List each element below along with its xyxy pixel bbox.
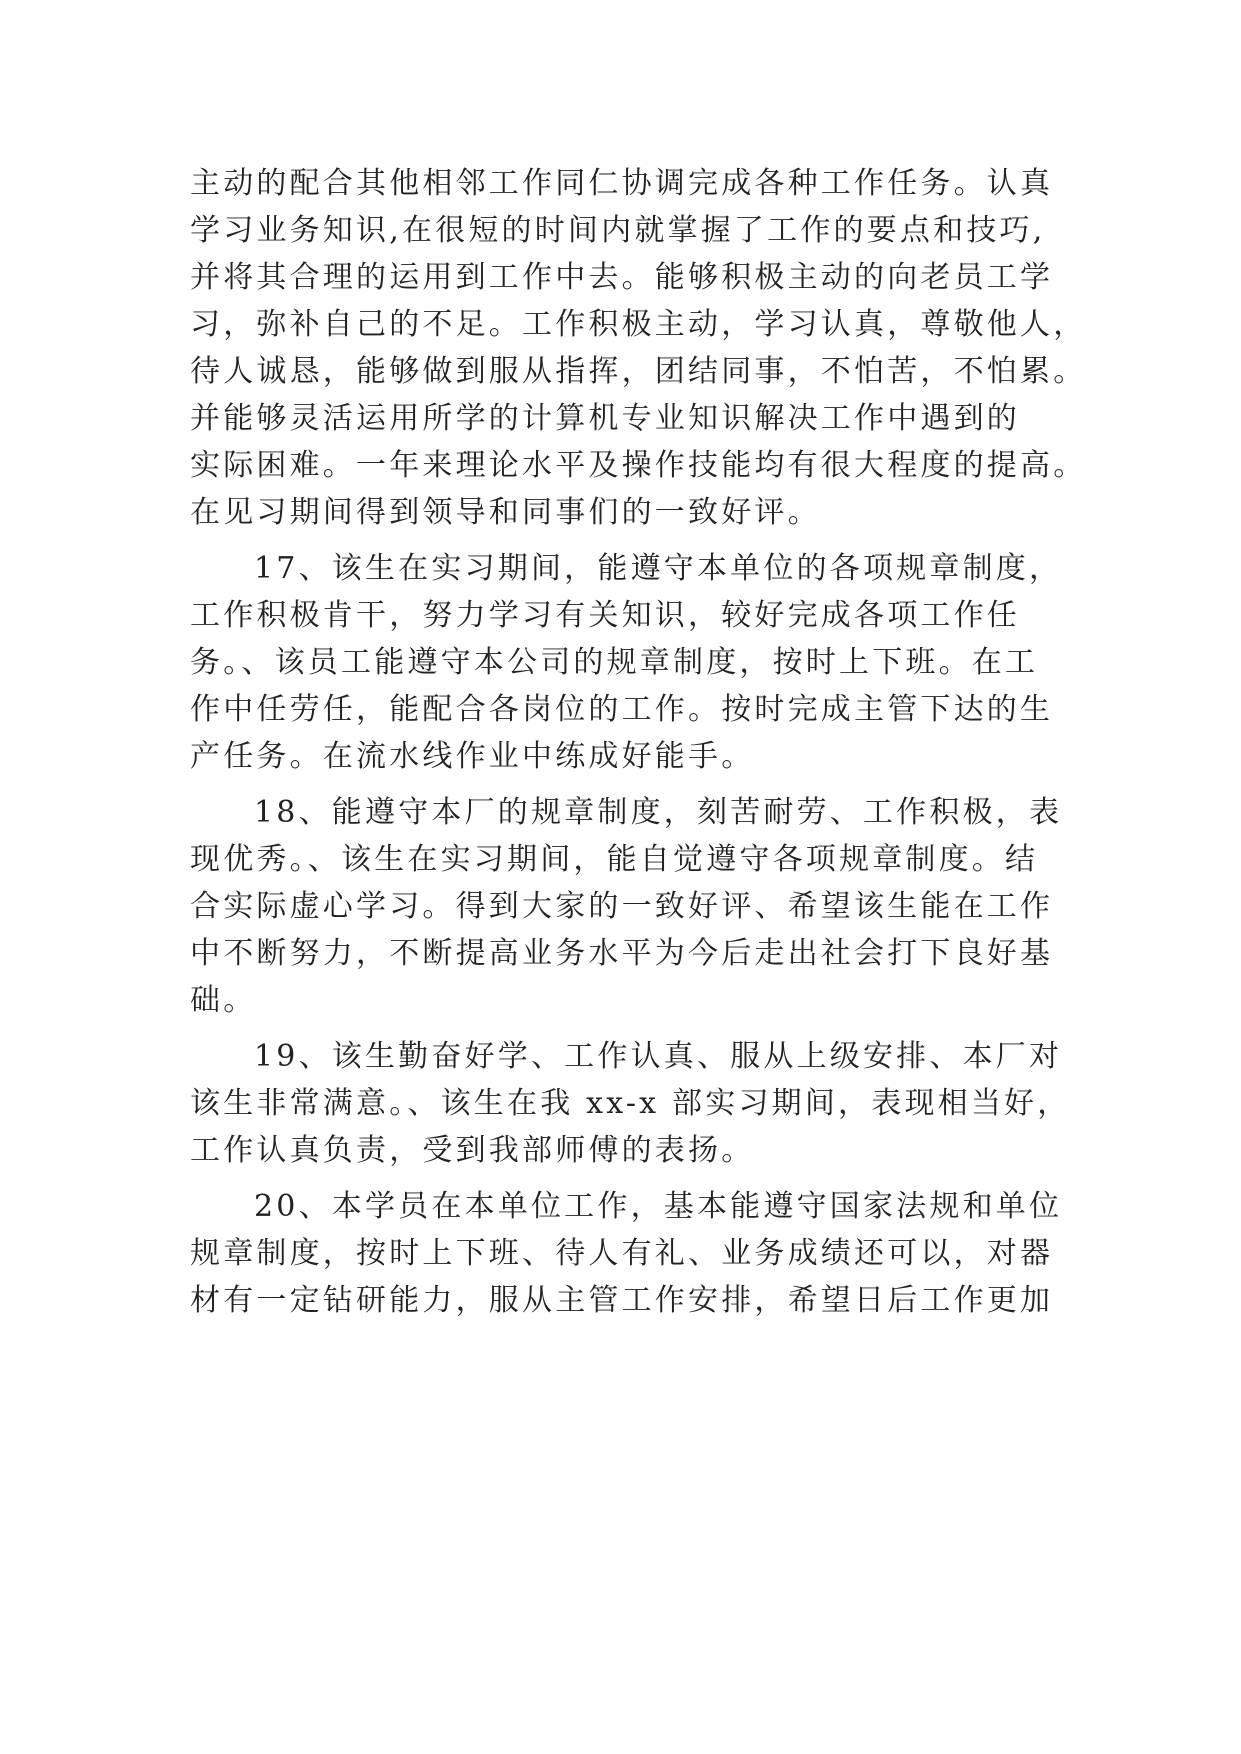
text-line: 并能够灵活运用所学的计算机专业知识解决工作中遇到的 bbox=[190, 401, 1020, 436]
text-line: 作中任劳任，能配合各岗位的工作。按时完成主管下达的生 bbox=[190, 692, 1054, 727]
text-line: 规章制度，按时上下班、待人有礼、业务成绩还可以，对器 bbox=[190, 1236, 1054, 1271]
paragraph-18-first-line: 18、能遵守本厂的规章制度，刻苦耐劳、工作积极，表 bbox=[254, 795, 1063, 830]
text-line: 产任务。在流水线作业中练成好能手。 bbox=[190, 739, 755, 774]
text-line: 实际困难。一年来理论水平及操作技能均有很大程度的提高。 bbox=[190, 448, 1087, 483]
document-body bbox=[190, 160, 1087, 1324]
text-line: 待人诚恳，能够做到服从指挥，团结同事，不怕苦，不怕累。 bbox=[190, 354, 1087, 389]
text-line: 务。、该员工能遵守本公司的规章制度，按时上下班。在工 bbox=[190, 645, 1039, 680]
text-line: 该生非常满意。、该生在我 xx-x 部实习期间，表现相当好， bbox=[190, 1086, 1071, 1121]
paragraph-17-first-line: 17、该生在实习期间，能遵守本单位的各项规章制度， bbox=[254, 551, 1063, 586]
text-line: 在见习期间得到领导和同事们的一致好评。 bbox=[190, 495, 821, 530]
paragraph-19-first-line: 19、该生勤奋好学、工作认真、服从上级安排、本厂对 bbox=[254, 1039, 1063, 1074]
text-line: 工作积极肯干，努力学习有关知识，较好完成各项工作任 bbox=[190, 598, 1020, 633]
text-line: 习，弥补自己的不足。工作积极主动，学习认真，尊敬他人， bbox=[190, 307, 1087, 342]
text-line: 工作认真负责，受到我部师傅的表扬。 bbox=[190, 1133, 755, 1168]
text-line: 中不断努力，不断提高业务水平为今后走出社会打下良好基 bbox=[190, 936, 1054, 971]
text-line: 主动的配合其他相邻工作同仁协调完成各种工作任务。认真 bbox=[190, 166, 1054, 201]
text-line: 材有一定钻研能力，服从主管工作安排，希望日后工作更加 bbox=[190, 1283, 1054, 1318]
text-line: 础。 bbox=[190, 983, 257, 1018]
text-line: 合实际虚心学习。得到大家的一致好评、希望该生能在工作 bbox=[190, 889, 1054, 924]
text-line: 并将其合理的运用到工作中去。能够积极主动的向老员工学 bbox=[190, 260, 1054, 295]
paragraph-20-first-line: 20、本学员在本单位工作，基本能遵守国家法规和单位 bbox=[254, 1189, 1063, 1224]
text-line: 学习业务知识,在很短的时间内就掌握了工作的要点和技巧, bbox=[190, 213, 1046, 248]
text-line: 现优秀。、该生在实习期间，能自觉遵守各项规章制度。结 bbox=[190, 842, 1039, 877]
